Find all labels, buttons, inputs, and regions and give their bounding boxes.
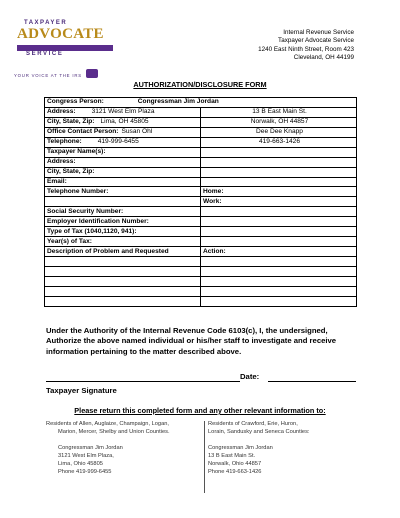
action-label: Action: bbox=[201, 247, 357, 257]
residents-line: Residents of Allen, Auglaize, Champaign, Logan, bbox=[46, 421, 169, 427]
problem-field[interactable] bbox=[45, 276, 201, 286]
table-row bbox=[45, 286, 357, 296]
table-row bbox=[45, 207, 357, 217]
taxpayer-city-label: City, State, Zip: bbox=[45, 167, 201, 177]
address-line: 1240 East Ninth Street, Room 423 bbox=[258, 45, 354, 53]
ein-label: Employer Identification Number: bbox=[45, 217, 201, 227]
city-value: Lima, OH 45805 bbox=[100, 118, 149, 126]
problem-field[interactable] bbox=[45, 286, 201, 296]
tax-type-field[interactable] bbox=[201, 227, 357, 237]
phone-label: Telephone: bbox=[47, 138, 82, 146]
table-row bbox=[45, 177, 357, 187]
problem-field[interactable] bbox=[45, 296, 201, 306]
ein-field[interactable] bbox=[201, 217, 357, 227]
logo-main-text: ADVOCATE bbox=[17, 26, 104, 42]
logo-top-text: TAXPAYER bbox=[24, 20, 68, 26]
table-row bbox=[45, 147, 357, 157]
phone-cell bbox=[45, 137, 201, 147]
table-row bbox=[45, 137, 357, 147]
address-line: Cleveland, OH 44199 bbox=[293, 53, 354, 61]
table-row bbox=[45, 157, 357, 167]
address-value-2: 13 B East Main St. bbox=[201, 107, 357, 117]
problem-description-label: Description of Problem and Requested bbox=[45, 247, 201, 257]
table-row bbox=[45, 197, 357, 207]
office-info-right bbox=[208, 420, 310, 477]
table-row bbox=[45, 237, 357, 247]
city-cell bbox=[45, 117, 201, 127]
taxpayer-address-field[interactable] bbox=[201, 157, 357, 167]
congress-person-name: Congressman Jim Jordan bbox=[137, 98, 219, 106]
office-phone: Phone 419-999-6455 bbox=[58, 469, 112, 476]
taxpayer-address-label: Address: bbox=[45, 157, 201, 167]
table-row bbox=[45, 117, 357, 127]
taxpayer-city-field[interactable] bbox=[201, 167, 357, 177]
tax-years-field[interactable] bbox=[201, 237, 357, 247]
office-city: Lima, Ohio 45805 bbox=[58, 461, 103, 468]
taxpayer-advocate-logo bbox=[14, 20, 124, 84]
email-label: Email: bbox=[45, 177, 201, 187]
date-label: Date: bbox=[240, 372, 260, 381]
action-field[interactable] bbox=[201, 286, 357, 296]
table-row bbox=[45, 266, 357, 276]
office-city: Norwalk, Ohio 44857 bbox=[208, 461, 262, 468]
taxpayer-names-label: Taxpayer Name(s): bbox=[45, 147, 201, 157]
address-cell bbox=[45, 107, 201, 117]
email-field[interactable] bbox=[201, 177, 357, 187]
city-value-2: Norwalk, OH 44857 bbox=[201, 117, 357, 127]
residents-line: Residents of Crawford, Erie, Huron, bbox=[208, 421, 298, 427]
office-name: Congressman Jim Jordan bbox=[58, 444, 123, 451]
phone-value: 419-999-6455 bbox=[97, 138, 139, 146]
irs-address-block bbox=[258, 29, 354, 62]
action-field[interactable] bbox=[201, 296, 357, 306]
table-row bbox=[45, 227, 357, 237]
signature-line-row bbox=[46, 371, 358, 383]
ssn-label: Social Security Number: bbox=[45, 207, 201, 217]
action-field[interactable] bbox=[201, 257, 357, 267]
congress-person-label: Congress Person: bbox=[47, 98, 104, 106]
congress-person-cell bbox=[45, 98, 357, 108]
logo-sub-text: SERVICE bbox=[26, 51, 64, 57]
table-row bbox=[45, 98, 357, 108]
ssn-field[interactable] bbox=[201, 207, 357, 217]
signature-line[interactable] bbox=[46, 381, 240, 382]
residents-line: Marion, Mercer, Shelby and Union Counties. bbox=[58, 429, 170, 436]
phone-value-2: 419-663-1426 bbox=[201, 137, 357, 147]
logo-mark-icon bbox=[86, 69, 98, 78]
table-row bbox=[45, 167, 357, 177]
table-row bbox=[45, 276, 357, 286]
tax-years-label: Year(s) of Tax: bbox=[45, 237, 201, 247]
authorization-form-table bbox=[44, 97, 357, 307]
office-phone: Phone 419-663-1426 bbox=[208, 469, 262, 476]
contact-label: Office Contact Person: bbox=[47, 128, 119, 136]
office-street: 13 B East Main St. bbox=[208, 452, 256, 459]
form-title: AUTHORIZATION/DISCLOSURE FORM bbox=[133, 80, 267, 89]
table-row bbox=[45, 187, 357, 197]
office-name: Congressman Jim Jordan bbox=[208, 444, 273, 451]
city-label: City, State, Zip: bbox=[47, 118, 95, 126]
action-field[interactable] bbox=[201, 266, 357, 276]
residents-line: Lorain, Sandusky and Seneca Counties: bbox=[208, 429, 310, 436]
table-row bbox=[45, 247, 357, 257]
return-instructions: Please return this completed form and any other relevant information to: bbox=[74, 406, 326, 415]
office-street: 3121 West Elm Plaza, bbox=[58, 452, 114, 459]
contact-value-2: Dee Dee Knapp bbox=[201, 127, 357, 137]
address-label: Address: bbox=[47, 108, 76, 116]
tax-type-label: Type of Tax (1040,1120, 941): bbox=[45, 227, 201, 237]
home-phone-field[interactable]: Home: bbox=[201, 187, 357, 197]
problem-field[interactable] bbox=[45, 266, 201, 276]
table-row bbox=[45, 257, 357, 267]
office-info-left bbox=[46, 420, 170, 477]
contact-value: Susan Ohl bbox=[121, 128, 153, 136]
table-row bbox=[45, 107, 357, 117]
address-line: Taxpayer Advocate Service bbox=[278, 37, 354, 45]
column-divider bbox=[204, 421, 205, 493]
table-row bbox=[45, 127, 357, 137]
work-phone-field[interactable]: Work: bbox=[201, 197, 357, 207]
taxpayer-names-field[interactable] bbox=[201, 147, 357, 157]
telephone-number-label: Telephone Number: bbox=[45, 187, 201, 197]
taxpayer-signature-label: Taxpayer Signature bbox=[46, 386, 117, 395]
date-line[interactable] bbox=[268, 381, 356, 382]
address-value: 3121 West Elm Plaza bbox=[91, 108, 155, 116]
blank-cell bbox=[45, 197, 201, 207]
problem-field[interactable] bbox=[45, 257, 201, 267]
logo-tagline: YOUR VOICE AT THE IRS bbox=[14, 73, 82, 78]
table-row bbox=[45, 296, 357, 306]
authorization-statement: Under the Authority of the Internal Revenue Code 6103(c), I, the undersigned, Authorize the above named individual or his/her staff to investigate and receive information pertaining to the matter described above. bbox=[46, 326, 337, 356]
table-row bbox=[45, 217, 357, 227]
address-line: Internal Revenue Service bbox=[283, 29, 354, 36]
action-field[interactable] bbox=[201, 276, 357, 286]
contact-cell bbox=[45, 127, 201, 137]
